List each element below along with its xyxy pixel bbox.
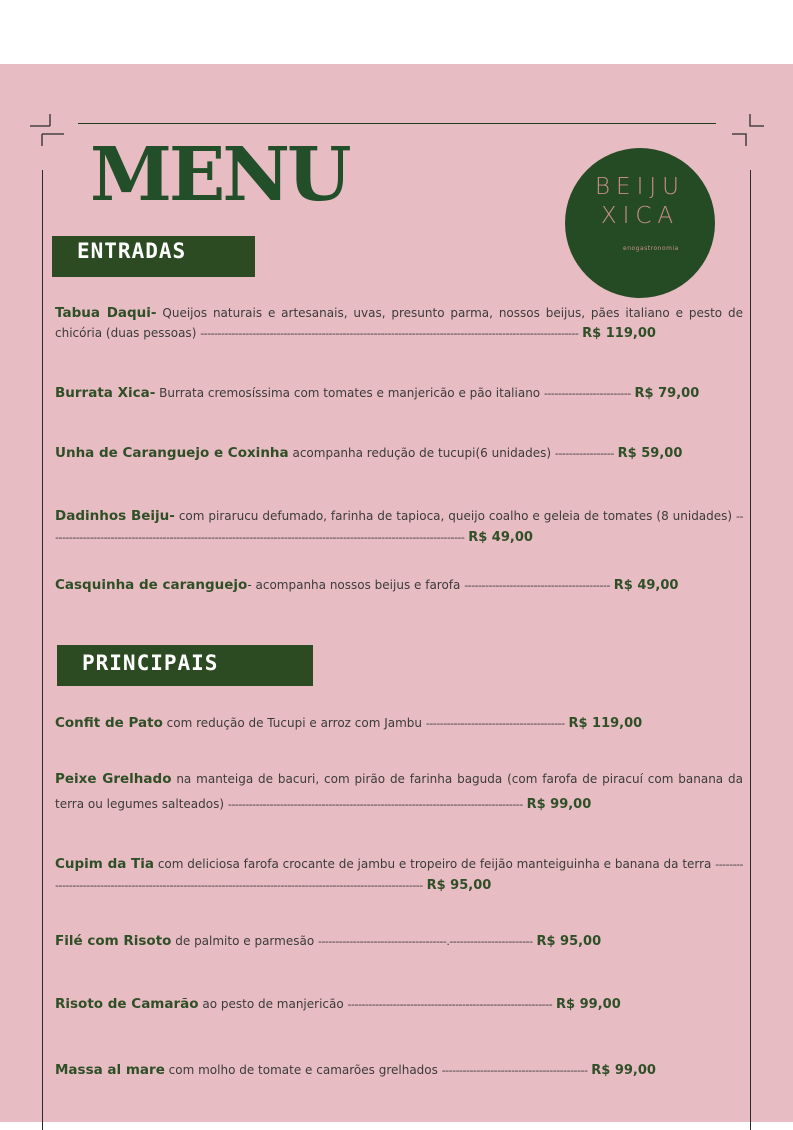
- item-name: Unha de Caranguejo e Coxinha: [55, 445, 289, 461]
- item-leader: -------------------------------------.------------------------: [317, 935, 533, 948]
- item-price: R$ 95,00: [536, 934, 602, 949]
- item-price: R$ 99,00: [526, 797, 592, 812]
- menu-item: [55, 383, 743, 404]
- item-description: Queijos naturais e artesanais, uvas, presunto parma, nossos beijus, pães italiano e pesto de chicória (duas pessoas): [55, 306, 743, 340]
- item-description: com pirarucu defumado, farinha de tapioca, queijo coalho e geleia de tomates (8 unidades): [174, 509, 737, 523]
- item-name: Risoto de Camarão: [55, 996, 199, 1012]
- corner-ornament-right: [730, 112, 766, 148]
- menu-item: [55, 992, 743, 1017]
- item-price: R$ 59,00: [617, 446, 683, 461]
- section-principais: PRINCIPAIS: [57, 645, 313, 686]
- item-price: R$ 99,00: [591, 1063, 656, 1078]
- menu-item: [55, 575, 743, 596]
- item-description: na manteiga de bacuri, com pirão de farinha baguda (com farofa de piracuí com banana da terra ou legumes salteados): [55, 772, 743, 811]
- beiju-xica-logo: [565, 148, 715, 298]
- menu-item: [55, 303, 743, 344]
- item-name: Filé com Risoto: [55, 933, 172, 949]
- menu-item: [55, 854, 743, 896]
- item-description: acompanha redução de tucupi(6 unidades): [288, 446, 555, 460]
- item-leader: -----------------------------------------------------------: [347, 998, 553, 1011]
- item-name: Peixe Grelhado: [55, 771, 172, 787]
- item-name: Massa al mare: [55, 1062, 165, 1078]
- right-rule: [750, 170, 751, 1130]
- item-leader: ----------------------------------------: [425, 717, 565, 730]
- section-entradas: ENTRADAS: [52, 236, 255, 277]
- menu-item: [55, 506, 743, 548]
- top-rule: [78, 123, 716, 124]
- item-price: R$ 119,00: [582, 326, 656, 341]
- item-description: com redução de Tucupi e arroz com Jambu: [162, 716, 426, 730]
- logo-tagline: enogastronomia: [623, 245, 679, 252]
- item-name: Dadinhos Beiju-: [55, 508, 175, 524]
- item-description: com deliciosa farofa crocante de jambu e tropeiro de feijão manteiguinha e banana da terra: [154, 857, 716, 871]
- left-rule: [42, 170, 43, 1130]
- item-name: Cupim da Tia: [55, 856, 155, 872]
- item-name: Tabua Daqui-: [55, 305, 157, 321]
- item-description: - acompanha nossos beijus e farofa: [247, 578, 465, 592]
- menu-item: [55, 711, 743, 736]
- item-description: Burrata cremosíssima com tomates e manjericão e pão italiano: [155, 386, 544, 400]
- item-price: R$ 49,00: [613, 578, 679, 593]
- item-price: R$ 95,00: [426, 878, 492, 893]
- menu-item: [55, 929, 743, 954]
- item-description: ao pesto de manjericão: [198, 997, 348, 1011]
- item-leader: -------------------------------------------------------------------------------------------------------------: [200, 327, 579, 340]
- corner-ornament-left: [28, 112, 64, 148]
- menu-page: [0, 64, 793, 1122]
- item-leader: ------------------------------------------------------------------------------------------------------------------------: [55, 510, 743, 544]
- menu-item: [55, 767, 743, 817]
- item-name: Casquinha de caranguejo: [55, 577, 248, 593]
- item-leader: -----------------: [554, 447, 614, 460]
- item-leader: ------------------------------------------: [464, 579, 610, 592]
- item-leader: ------------------------------------------------------------------------------------------------------------------: [55, 858, 743, 892]
- item-price: R$ 49,00: [468, 530, 533, 545]
- menu-title: MENU: [90, 132, 349, 218]
- item-name: Burrata Xica-: [55, 385, 156, 401]
- item-description: com molho de tomate e camarões grelhados: [164, 1063, 442, 1077]
- item-description: de palmito e parmesão: [171, 934, 318, 948]
- item-name: Confit de Pato: [55, 715, 163, 731]
- item-leader: -------------------------------------------------------------------------------------: [227, 798, 523, 811]
- menu-item: [55, 1058, 743, 1083]
- item-leader: ------------------------------------------: [441, 1064, 588, 1077]
- logo-line1: BEIJU: [595, 174, 685, 200]
- logo-line2: XICA: [600, 203, 680, 229]
- menu-item: [55, 443, 743, 464]
- item-price: R$ 119,00: [568, 716, 643, 731]
- item-leader: -------------------------: [543, 387, 631, 400]
- item-price: R$ 99,00: [556, 997, 621, 1012]
- item-price: R$ 79,00: [634, 386, 700, 401]
